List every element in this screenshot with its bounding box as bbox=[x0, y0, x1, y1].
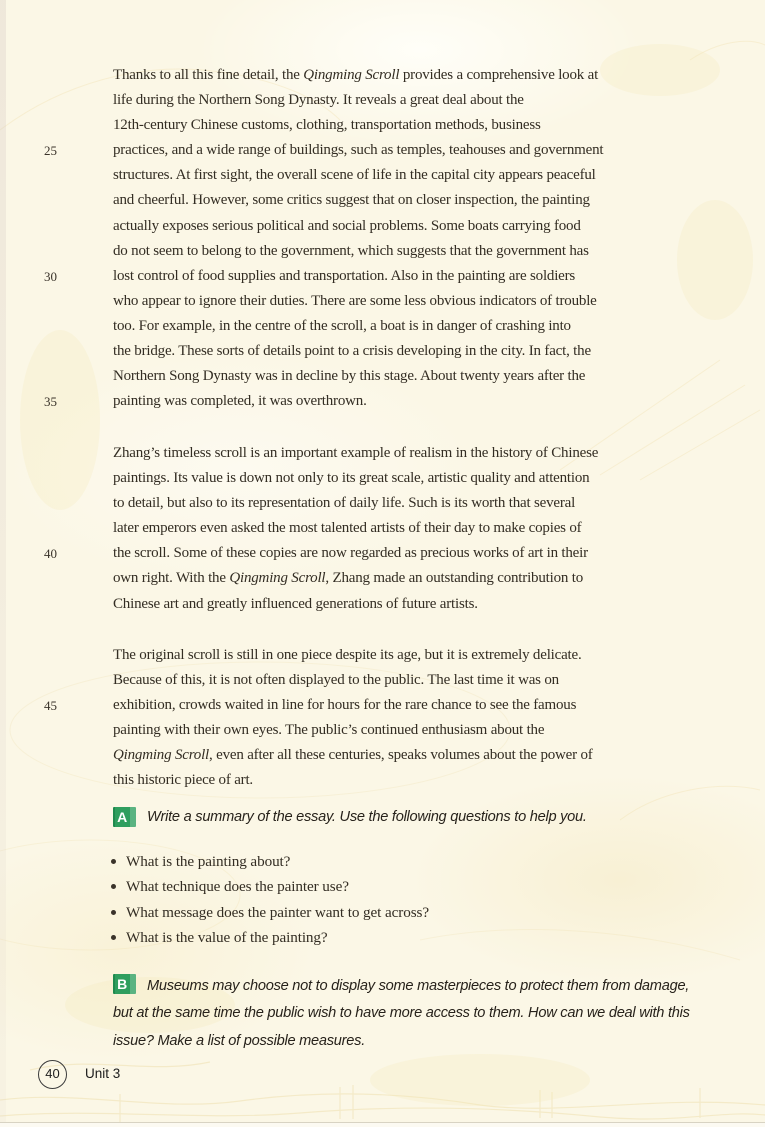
exercise-a bbox=[113, 806, 705, 828]
unit-label: Unit 3 bbox=[85, 1066, 121, 1081]
essay-line: later emperors even asked the most talented artists of their day to make copies of bbox=[113, 520, 582, 537]
essay-line: and cheerful. However, some critics suggest that on closer inspection, the painting bbox=[113, 192, 590, 209]
line-number: 40 bbox=[44, 546, 57, 562]
exercise-b-prompt-line: but at the same time the public wish to have more access to them. How can we deal with this bbox=[113, 1005, 690, 1022]
essay-line: Northern Song Dynasty was in decline by this stage. About twenty years after the bbox=[113, 368, 586, 385]
essay-line: actually exposes serious political and social problems. Some boats carrying food bbox=[113, 217, 581, 234]
exercise-b-prompt-line: Museums may choose not to display some masterpieces to protect them from damage, bbox=[147, 978, 690, 994]
line-number: 30 bbox=[44, 268, 57, 284]
essay-paragraph bbox=[44, 63, 723, 414]
essay-line: this historic piece of art. bbox=[113, 772, 253, 789]
essay-line: structures. At first sight, the overall scene of life in the capital city appears peaceful bbox=[113, 167, 596, 184]
exercise-b bbox=[113, 973, 705, 1055]
essay-line: to detail, but also to its representation of daily life. Such is its worth that several bbox=[113, 495, 576, 512]
bullet-icon bbox=[111, 935, 116, 940]
essay-paragraph bbox=[44, 643, 723, 794]
essay-line: paintings. Its value is down not only to its great scale, artistic quality and attention bbox=[113, 470, 590, 487]
page-number-circle: 40 bbox=[38, 1060, 67, 1089]
essay-line: 35 painting was completed, it was overthrown. bbox=[113, 389, 723, 414]
bullet-icon bbox=[111, 884, 116, 889]
essay-line: 12th-century Chinese customs, clothing, transportation methods, business bbox=[113, 117, 541, 134]
question-item bbox=[110, 900, 429, 925]
question-text: What message does the painter want to get across? bbox=[126, 903, 429, 921]
essay-line: painting with their own eyes. The public’s continued enthusiasm about the bbox=[113, 722, 545, 739]
essay-line: the bridge. These sorts of details point to a crisis developing in the city. In fact, the bbox=[113, 343, 591, 360]
page-left-edge bbox=[0, 0, 6, 1127]
page-bottom-margin bbox=[0, 1123, 765, 1127]
exercise-a-prompt: Write a summary of the essay. Use the following questions to help you. bbox=[147, 809, 587, 825]
question-list bbox=[110, 849, 429, 951]
line-number: 35 bbox=[44, 394, 57, 410]
bullet-icon bbox=[111, 910, 116, 915]
essay-line: Chinese art and greatly influenced generations of future artists. bbox=[113, 595, 478, 612]
exercise-b-badge: B bbox=[113, 974, 136, 994]
essay-line: life during the Northern Song Dynasty. It reveals a great deal about the bbox=[113, 92, 524, 109]
question-item bbox=[110, 849, 429, 874]
question-item bbox=[110, 874, 429, 899]
essay-line: 45 exhibition, crowds waited in line for hours for the rare chance to see the famous bbox=[113, 693, 723, 718]
exercise-b-prompt bbox=[113, 978, 705, 1055]
essay-line: Because of this, it is not often displayed to the public. The last time it was on bbox=[113, 672, 559, 689]
question-text: What is the painting about? bbox=[126, 853, 291, 870]
question-text: What is the value of the painting? bbox=[126, 929, 328, 947]
essay-line: Qingming Scroll, even after all these centuries, speaks volumes about the power of bbox=[113, 747, 593, 764]
essay-line: 25 practices, and a wide range of buildings, such as temples, teahouses and government bbox=[113, 138, 723, 163]
essay-line: who appear to ignore their duties. There are some less obvious indicators of trouble bbox=[113, 292, 597, 309]
essay-line: 30 lost control of food supplies and transportation. Also in the painting are soldiers bbox=[113, 264, 723, 289]
essay-line: own right. With the Qingming Scroll, Zhang made an outstanding contribution to bbox=[113, 570, 583, 587]
line-number: 45 bbox=[44, 698, 57, 714]
question-item bbox=[110, 925, 429, 950]
essay-line: Zhang’s timeless scroll is an important example of realism in the history of Chinese bbox=[113, 445, 599, 461]
exercise-b-prompt-line: issue? Make a list of possible measures. bbox=[113, 1032, 365, 1049]
essay-line: do not seem to belong to the government, which suggests that the government has bbox=[113, 242, 589, 259]
essay-line: too. For example, in the centre of the scroll, a boat is in danger of crashing into bbox=[113, 317, 571, 334]
exercise-a-badge: A bbox=[113, 807, 136, 827]
question-text: What technique does the painter use? bbox=[126, 878, 349, 896]
essay-line: Thanks to all this fine detail, the Qingming Scroll provides a comprehensive look at bbox=[113, 67, 599, 83]
line-number: 25 bbox=[44, 143, 57, 159]
essay-line: The original scroll is still in one piece despite its age, but it is extremely delicate. bbox=[113, 647, 582, 663]
essay-line: 40 the scroll. Some of these copies are now regarded as precious works of art in their bbox=[113, 541, 723, 566]
essay-paragraph bbox=[44, 441, 723, 617]
bullet-icon bbox=[111, 859, 116, 864]
